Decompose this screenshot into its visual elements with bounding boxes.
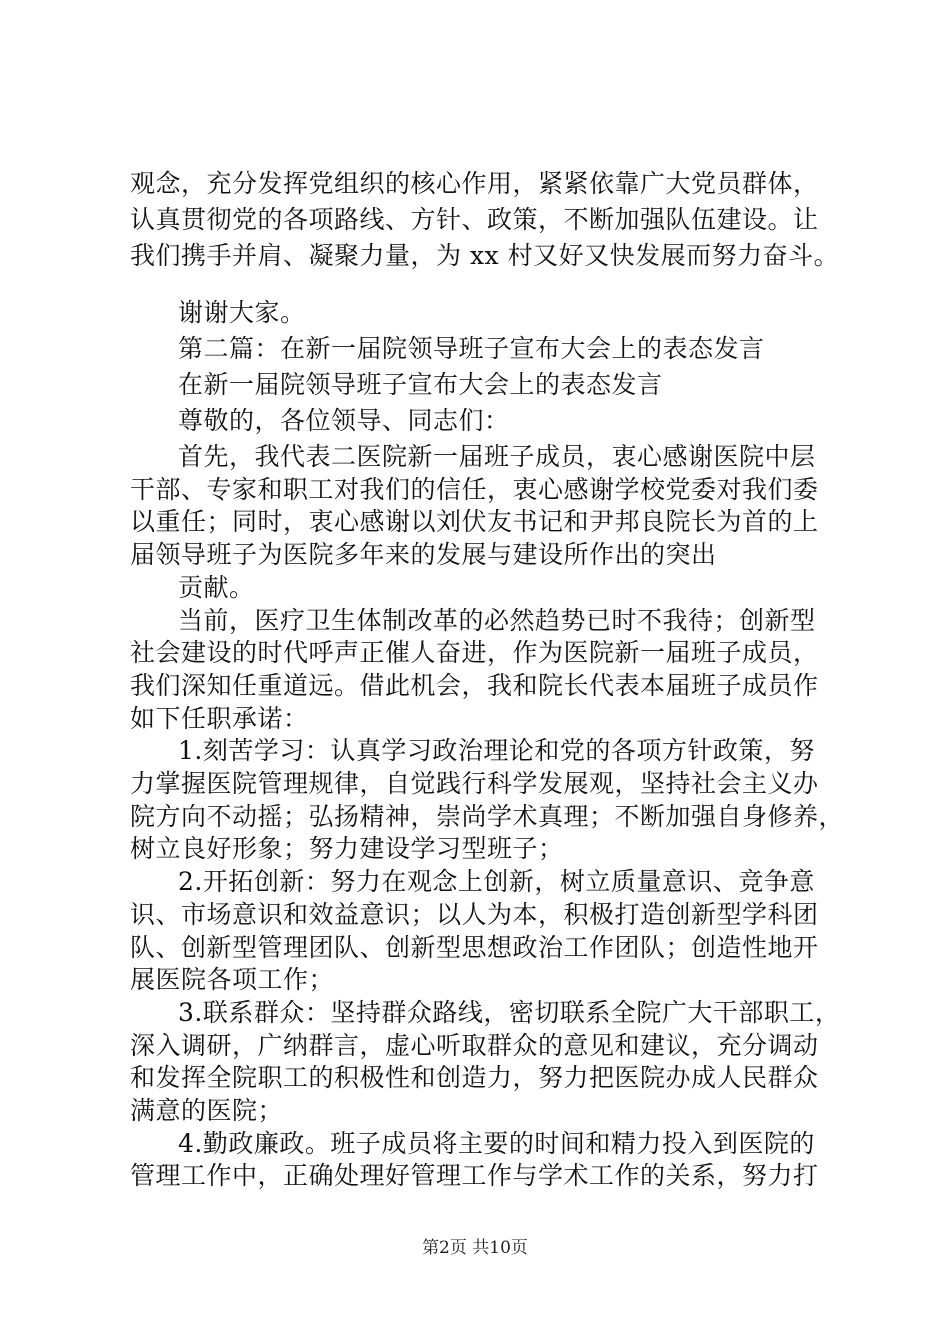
list-item-line: 和发挥全院职工的积极性和创造力，努力把医院办成人民群众 [130,1063,819,1092]
list-item-line: 树立良好形象；努力建设学习型班子； [130,834,564,863]
paragraph-line: 首先，我代表二医院新一届班子成员，衷心感谢医院中层 [178,442,816,471]
closing-line: 谢谢大家。 [178,298,306,327]
paragraph-line: 干部、专家和职工对我们的信任，衷心感谢学校党委对我们委 [130,475,819,504]
paragraph-line: 社会建设的时代呼声正催人奋进，作为医院新一届班子成员， [130,638,819,667]
section-heading: 第二篇：在新一届院领导班子宣布大会上的表态发言 [178,334,765,363]
paragraph-line: 观念，充分发挥党组织的核心作用，紧紧依靠广大党员群体， [130,169,819,198]
list-item-line: 管理工作中，正确处理好管理工作与学术工作的关系，努力打 [130,1161,819,1190]
paragraph-line: 当前，医疗卫生体制改革的必然趋势已时不我待；创新型 [178,606,816,635]
list-item-line: 满意的医院； [130,1096,284,1125]
speech-title: 在新一届院领导班子宣布大会上的表态发言 [178,370,663,399]
list-item-line: 识、市场意识和效益意识；以人为本，积极打造创新型学科团 [130,900,819,929]
list-item-line: 深入调研，广纳群言，虚心听取群众的意见和建议，充分调动 [130,1031,819,1060]
paragraph-line: 届领导班子为医院多年来的发展与建设所作出的突出 [130,540,717,569]
salutation: 尊敬的，各位领导、同志们： [178,406,510,435]
list-item-line: 4.勤政廉政。班子成员将主要的时间和精力投入到医院的 [178,1129,815,1158]
list-item-line: 队、创新型管理团队、创新型思想政治工作团队；创造性地开 [130,933,819,962]
paragraph-line: 我们携手并肩、凝聚力量，为 xx 村又好又快发展而努力奋斗。 [130,241,840,270]
paragraph-line: 认真贯彻党的各项路线、方针、政策，不断加强队伍建设。让 [130,205,819,234]
list-item-line: 3.联系群众：坚持群众路线，密切联系全院广大干部职工， [178,998,841,1027]
list-item-line: 力掌握医院管理规律，自觉践行科学发展观，坚持社会主义办 [130,769,819,798]
page-number-footer: 第2页 共10页 [422,1238,528,1258]
list-item-line: 1.刻苦学习：认真学习政治理论和党的各项方针政策，努 [178,736,815,765]
paragraph-line: 如下任职承诺： [130,704,309,733]
list-item-line: 展医院各项工作； [130,965,335,994]
list-item-line: 2.开拓创新：努力在观念上创新，树立质量意识、竞争意 [178,867,815,896]
paragraph-line: 我们深知任重道远。借此机会，我和院长代表本届班子成员作 [130,671,819,700]
paragraph-line: 贡献。 [178,573,255,602]
paragraph-line: 以重任；同时，衷心感谢以刘伏友书记和尹邦良院长为首的上 [130,507,819,536]
list-item-line: 院方向不动摇；弘扬精神，崇尚学术真理；不断加强自身修养， [130,802,845,831]
